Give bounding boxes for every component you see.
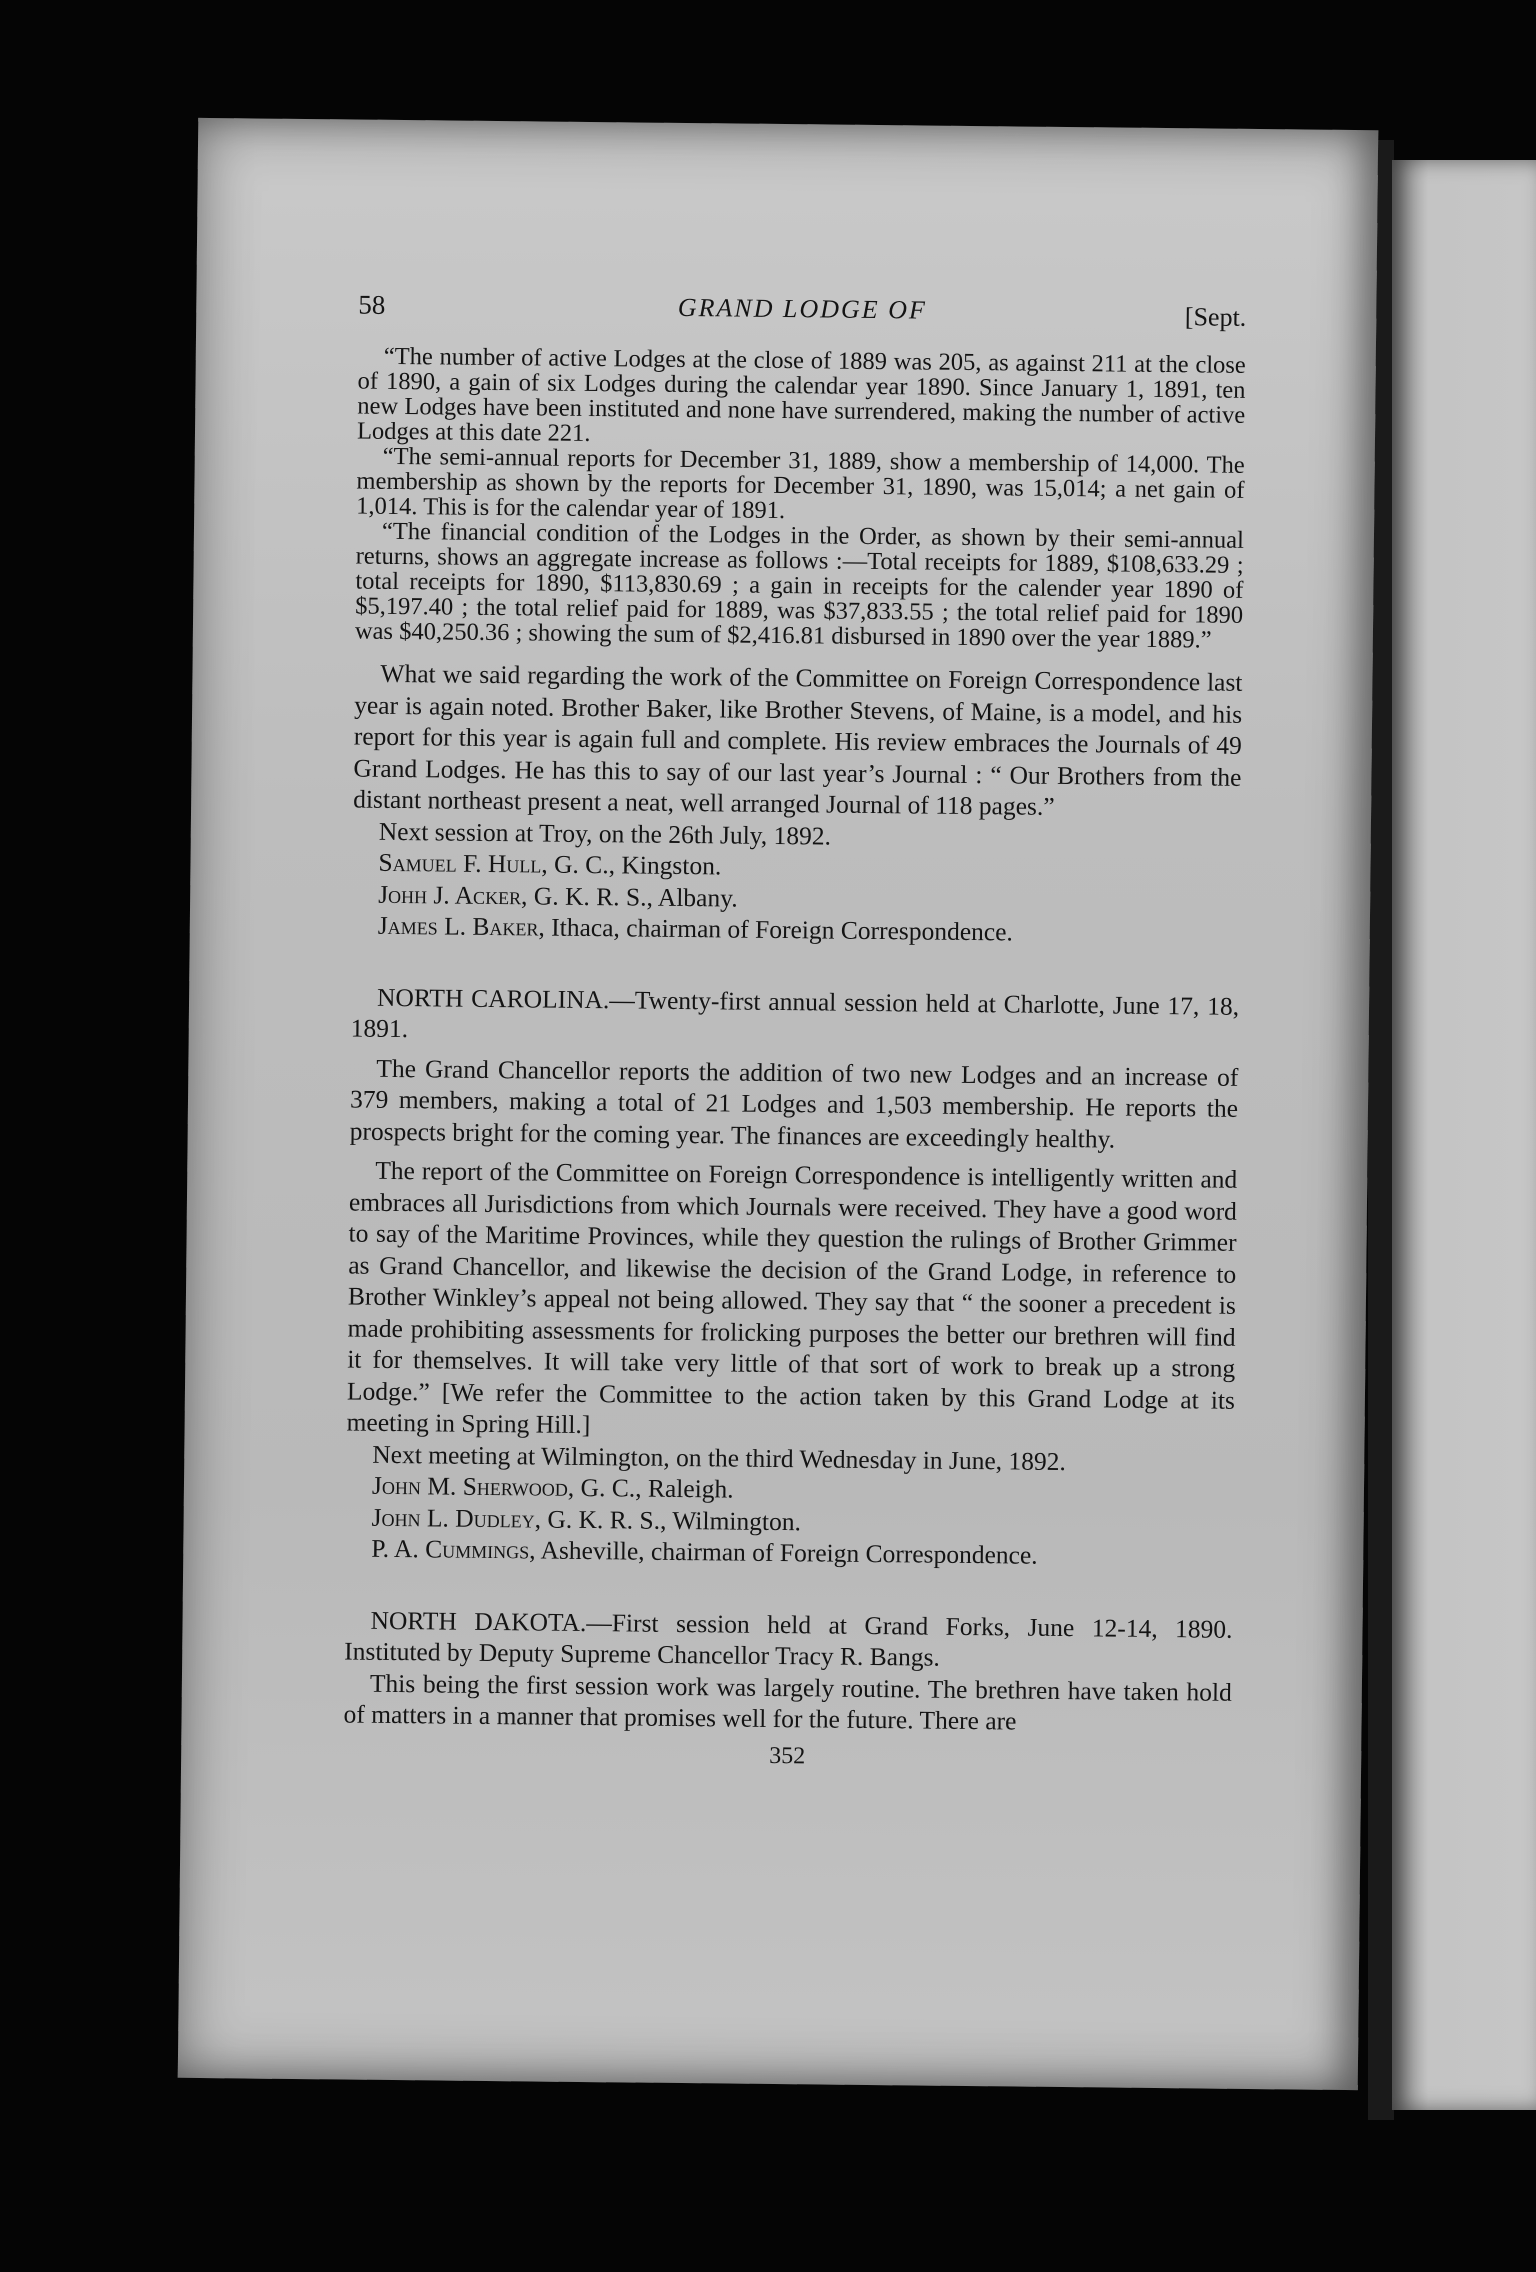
- signature-mark: 352: [769, 1742, 806, 1769]
- running-head: [358, 290, 1246, 339]
- section-heading-north-carolina: NORTH CAROLINA.—Twenty-first annual session held at Charlotte, June 17, 18, 1891.: [350, 982, 1240, 1044]
- officer-line: James L. Baker, Ithaca, chairman of Foreign Correspondence.: [377, 910, 1014, 947]
- section-heading-north-dakota: NORTH DAKOTA.—First session held at Grand Forks, June 12-14, 1890. Instituted by Deputy Supreme Chancellor Tracy R. Bangs.: [344, 1605, 1233, 1672]
- officer-line: John L. Dudley, G. K. R. S., Wilmington.: [371, 1502, 802, 1536]
- running-date: [Sept.: [1184, 302, 1247, 332]
- quote-paragraph: “The number of active Lodges at the close of 1889 was 205, as against 211 at the close of 1890, a gain of six Lodges during the calendar year 1890. Since January 1, 1891, ten new Lodges have been instituted and none have surrendered, making the number of active Lodges at this date 221.: [356, 342, 1246, 447]
- page-content: [343, 290, 1246, 1775]
- next-meeting: Next meeting at Wilmington, on the third Wednesday in June, 1892.: [372, 1439, 1067, 1476]
- officer-line: Samuel F. Hull, G. C., Kingston.: [378, 847, 722, 881]
- quote-paragraph: “The financial condition of the Lodges in the Order, as shown by their semi-annual returns, shows an aggregate increase as follows :—Total receipts for 1889, $108,633.29 ; total receipts for 1890, $113,830.69 ; a gain in receipts for the calender year 1890 of $5,197.40 ; the total relief paid for 1889, was $37,833.55 ; the total relief paid for 1890 was $40,250.36 ; showing the sum of $2,416.81 disbursed in 1890 over the year 1889.”: [354, 517, 1245, 654]
- officer-line: John M. Sherwood, G. C., Raleigh.: [371, 1470, 734, 1504]
- next-session: Next session at Troy, on the 26th July, 1892.: [378, 816, 832, 851]
- committee-paragraph: What we said regarding the work of the Committee on Foreign Correspondence last year is again noted. Brother Baker, like Brother Stevens, of Maine, is a model, and his report for this year is again full and complete. His review embraces the Journals of 49 Grand Lodges. He has this to say of our last year’s Journal : “ Our Brothers from the distant northeast present a neat, well arranged Journal of 118 pages.”: [353, 658, 1243, 821]
- officer-line: P. A. Cummings, Asheville, chairman of Foreign Correspondence.: [371, 1533, 1038, 1570]
- book-page: [178, 118, 1378, 2090]
- facing-page: [1392, 160, 1536, 2110]
- running-title: GRAND LODGE OF: [677, 292, 927, 325]
- north-carolina-paragraph: The report of the Committee on Foreign Correspondence is intelligently written and embraces all Jurisdictions from which Journals were received. They have a good word to say of the Maritime Provinces, while they question the rulings of Brother Grimmer as Grand Chancellor, and likewise the decision of the Grand Lodge, in reference to Brother Winkley’s appeal not being allowed. They say that “ the sooner a precedent is made prohibiting assessments for frolicking purposes the better our brethren will find it for themselves. It will take very little of that sort of work to break up a strong Lodge.” [We refer the Committee to the action taken by this Grand Lodge at its meeting in Spring Hill.]: [346, 1155, 1238, 1440]
- north-carolina-paragraph: The Grand Chancellor reports the addition of two new Lodges and an increase of 379 members, making a total of 21 Lodges and 1,503 membership. He reports the prospects bright for the coming year. The finances are exceedingly healthy.: [349, 1053, 1239, 1154]
- page-number: 58: [358, 289, 386, 320]
- officer-line: Johh J. Acker, G. K. R. S., Albany.: [378, 879, 738, 913]
- quote-paragraph: “The semi-annual reports for December 31, 1889, show a membership of 14,000. The membership as shown by the reports for December 31, 1890, was 15,014; a net gain of 1,014. This is for the calendar year of 1891.: [356, 442, 1245, 525]
- north-dakota-paragraph: This being the first session work was largely routine. The brethren have taken hold of matters in a manner that promises well for the future. There are: [343, 1668, 1233, 1736]
